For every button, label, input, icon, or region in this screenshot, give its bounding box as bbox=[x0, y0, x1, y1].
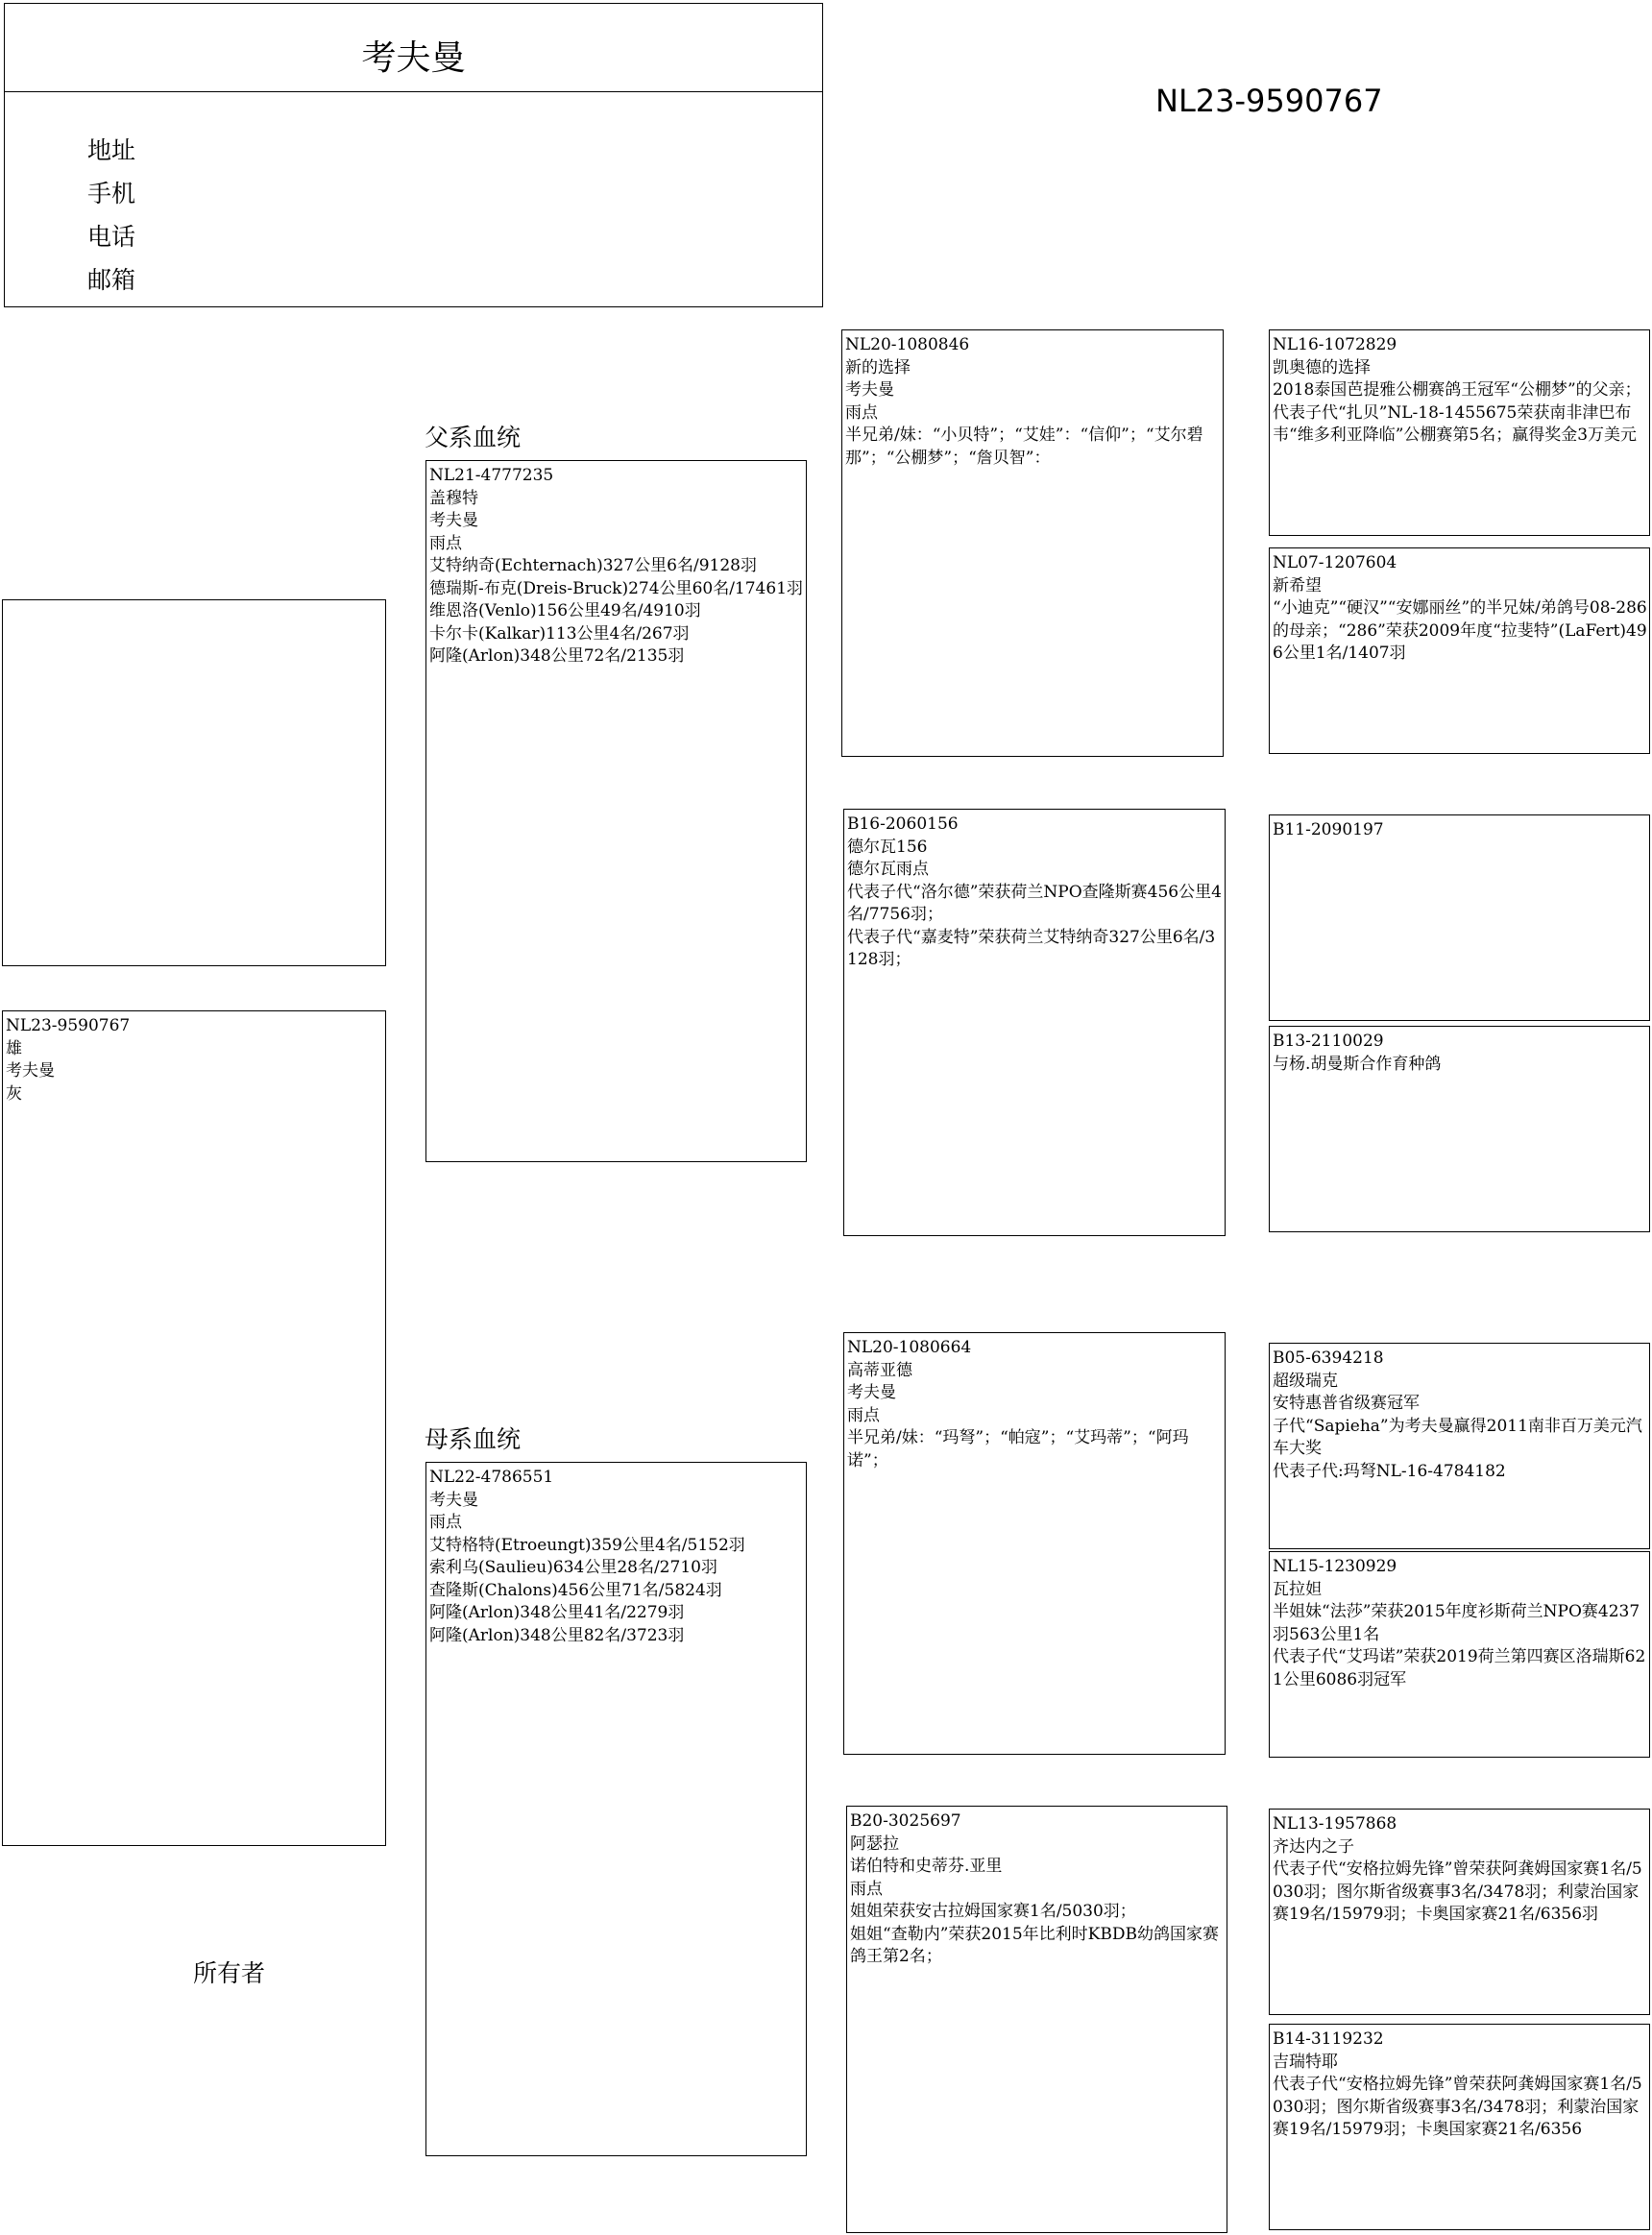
dam-result: 索利乌(Saulieu)634公里28名/2710羽 bbox=[429, 1558, 717, 1577]
dam-sire-color: 雨点 bbox=[847, 1405, 880, 1425]
dam-sire-note: 半兄弟/妹：“玛弩”；“帕寇”；“艾玛蒂”；“阿玛诺”； bbox=[847, 1428, 1189, 1470]
dd-sire-card bbox=[1269, 1809, 1650, 2015]
sire-result: 艾特纳奇(Echternach)327公里6名/9128羽 bbox=[429, 556, 757, 575]
dam-sire-ring: NL20-1080664 bbox=[847, 1338, 972, 1357]
dam-card bbox=[425, 1462, 807, 2156]
dam-dam-card bbox=[846, 1806, 1227, 2233]
dam-sire-breeder: 考夫曼 bbox=[847, 1383, 896, 1402]
sire-sire-note: 半兄弟/妹：“小贝特”；“艾娃”：“信仰”；“艾尔碧那”；“公棚梦”；“詹贝智”： bbox=[845, 425, 1203, 468]
owner-header bbox=[4, 3, 823, 307]
dam-dam-note: 姐姐荣获安古拉姆国家赛1名/5030羽； bbox=[850, 1902, 1136, 1921]
sire-dam-ring: B16-2060156 bbox=[847, 814, 959, 834]
sire-result: 维恩洛(Venlo)156公里49名/4910羽 bbox=[429, 601, 701, 620]
ss-sire-note: 2018泰国芭提雅公棚赛鸽王冠军“公棚梦”的父亲； bbox=[1273, 380, 1641, 400]
mobile-label: 手机 bbox=[87, 180, 136, 207]
ss-dam-card bbox=[1269, 547, 1650, 754]
ds-dam-note: 半姐妹“法莎”荣获2015年度衫斯荷兰NPO赛4237羽563公里1名 bbox=[1273, 1602, 1640, 1644]
dam-dam-name: 阿瑟拉 bbox=[850, 1834, 899, 1854]
dd-sire-ring: NL13-1957868 bbox=[1273, 1814, 1397, 1834]
dam-sire-card bbox=[843, 1332, 1226, 1755]
ds-sire-name: 超级瑞克 bbox=[1273, 1371, 1338, 1391]
sire-result: 德瑞斯-布克(Dreis-Bruck)274公里60名/17461羽 bbox=[429, 578, 804, 598]
dam-result: 艾特格特(Etroeungt)359公里4名/5152羽 bbox=[429, 1535, 745, 1555]
sire-sire-breeder: 考夫曼 bbox=[845, 380, 894, 400]
ss-sire-card bbox=[1269, 329, 1650, 536]
sire-dam-note: 代表子代“洛尔德”荣获荷兰NPO查隆斯赛456公里4名/7756羽； bbox=[847, 882, 1222, 924]
dam-result: 查隆斯(Chalons)456公里71名/5824羽 bbox=[429, 1580, 722, 1600]
dam-ring: NL22-4786551 bbox=[429, 1468, 554, 1487]
sire-result: 卡尔卡(Kalkar)113公里4名/267羽 bbox=[429, 623, 690, 644]
ds-dam-name: 瓦拉妲 bbox=[1273, 1579, 1322, 1599]
sire-sire-color: 雨点 bbox=[845, 402, 878, 423]
dam-result: 阿隆(Arlon)348公里82名/3723羽 bbox=[429, 1625, 685, 1645]
dd-dam-card bbox=[1269, 2024, 1650, 2230]
ds-sire-ring: B05-6394218 bbox=[1273, 1348, 1384, 1368]
dam-result: 阿隆(Arlon)348公里41名/2279羽 bbox=[429, 1603, 685, 1622]
sire-sire-card bbox=[841, 329, 1224, 757]
sire-dam-card bbox=[843, 809, 1226, 1236]
dam-color: 雨点 bbox=[429, 1513, 462, 1532]
subject-color: 灰 bbox=[6, 1083, 22, 1104]
ss-sire-note: 代表子代“扎贝”NL-18-1455675荣获南非津巴布韦“维多利亚降临”公棚赛第5名；赢得奖金3万美元 bbox=[1273, 402, 1638, 445]
ds-dam-note: 代表子代“艾玛诺”荣获2019荷兰第四赛区洛瑞斯621公里6086羽冠军 bbox=[1273, 1647, 1646, 1689]
ss-dam-note: “小迪克”“硬汉”“安娜丽丝”的半兄妹/弟鸽号08-286的母亲；“286”荣获2009年度“拉斐特”(LaFert)496公里1名/1407羽 bbox=[1273, 598, 1647, 663]
sire-sire-ring: NL20-1080846 bbox=[845, 335, 970, 354]
dd-dam-ring: B14-3119232 bbox=[1273, 2029, 1384, 2049]
ss-dam-ring: NL07-1207604 bbox=[1273, 553, 1397, 572]
subject-sex: 雄 bbox=[6, 1038, 22, 1058]
ss-sire-name: 凯奥德的选择 bbox=[1273, 357, 1371, 377]
photo-placeholder bbox=[2, 599, 386, 966]
sd-sire-card bbox=[1269, 814, 1650, 1021]
ds-sire-card bbox=[1269, 1343, 1650, 1549]
dam-sire-name: 高蒂亚德 bbox=[847, 1360, 912, 1380]
sire-dam-breeder: 德尔瓦雨点 bbox=[847, 860, 929, 879]
dam-line-label: 母系血统 bbox=[425, 1425, 522, 1453]
subject-breeder: 考夫曼 bbox=[6, 1061, 55, 1081]
sire-card bbox=[425, 460, 807, 1162]
dd-sire-name: 齐达内之子 bbox=[1273, 1836, 1354, 1857]
dam-breeder: 考夫曼 bbox=[429, 1490, 478, 1510]
dam-dam-ring: B20-3025697 bbox=[850, 1811, 961, 1831]
ds-dam-card bbox=[1269, 1551, 1650, 1758]
sire-result: 阿隆(Arlon)348公里72名/2135羽 bbox=[429, 646, 685, 666]
ds-dam-ring: NL15-1230929 bbox=[1273, 1557, 1397, 1576]
dam-dam-breeder: 诺伯特和史蒂芬.亚里 bbox=[850, 1857, 1003, 1876]
sire-breeder: 考夫曼 bbox=[429, 511, 478, 530]
dam-dam-color: 雨点 bbox=[850, 1879, 883, 1899]
sd-dam-card bbox=[1269, 1026, 1650, 1232]
dd-sire-note: 代表子代“安格拉姆先锋”曾荣获阿龚姆国家赛1名/5030羽；图尔斯省级赛事3名/3478羽；利蒙治国家赛19名/15979羽；卡奥国家赛21名/6356羽 bbox=[1273, 1859, 1642, 1924]
sd-sire-ring: B11-2090197 bbox=[1273, 820, 1384, 839]
address-label: 地址 bbox=[87, 136, 136, 164]
phone-label: 电话 bbox=[87, 223, 136, 251]
sire-ring: NL21-4777235 bbox=[429, 466, 554, 485]
owner-label: 所有者 bbox=[193, 1959, 266, 1987]
ds-sire-note: 子代“Sapieha”为考夫曼赢得2011南非百万美元汽车大奖 bbox=[1273, 1416, 1642, 1458]
sire-line-label: 父系血统 bbox=[425, 424, 522, 451]
header-divider bbox=[5, 91, 822, 92]
ring-number-title: NL23-9590767 bbox=[1155, 83, 1383, 119]
sd-dam-ring: B13-2110029 bbox=[1273, 1032, 1384, 1051]
email-label: 邮箱 bbox=[87, 266, 136, 294]
subject-ring: NL23-9590767 bbox=[6, 1016, 131, 1035]
sd-dam-note: 与杨.胡曼斯合作育种鸽 bbox=[1273, 1054, 1442, 1074]
sire-dam-note: 代表子代“嘉麦特”荣获荷兰艾特纳奇327公里6名/3128羽； bbox=[847, 927, 1216, 969]
dam-dam-note: 姐姐“查勒内”荣获2015年比利时KBDB幼鸽国家赛鸽王第2名； bbox=[850, 1924, 1219, 1966]
ss-sire-ring: NL16-1072829 bbox=[1273, 335, 1397, 354]
ds-sire-note: 代表子代:玛弩NL-16-4784182 bbox=[1273, 1461, 1506, 1481]
sire-sire-name: 新的选择 bbox=[845, 357, 911, 377]
sire-name: 盖穆特 bbox=[429, 488, 478, 508]
owner-name: 考夫曼 bbox=[361, 38, 466, 78]
ds-sire-note: 安特惠普省级赛冠军 bbox=[1273, 1394, 1420, 1413]
ss-dam-name: 新希望 bbox=[1273, 575, 1322, 595]
dd-dam-note: 代表子代“安格拉姆先锋”曾荣获阿龚姆国家赛1名/5030羽；图尔斯省级赛事3名/3478羽；利蒙治国家赛19名/15979羽；卡奥国家赛21名/6356 bbox=[1273, 2075, 1642, 2139]
sire-color: 雨点 bbox=[429, 533, 462, 553]
sire-dam-name: 德尔瓦156 bbox=[847, 837, 928, 857]
subject-card bbox=[2, 1010, 386, 1846]
dd-dam-name: 吉瑞特耶 bbox=[1273, 2052, 1338, 2072]
